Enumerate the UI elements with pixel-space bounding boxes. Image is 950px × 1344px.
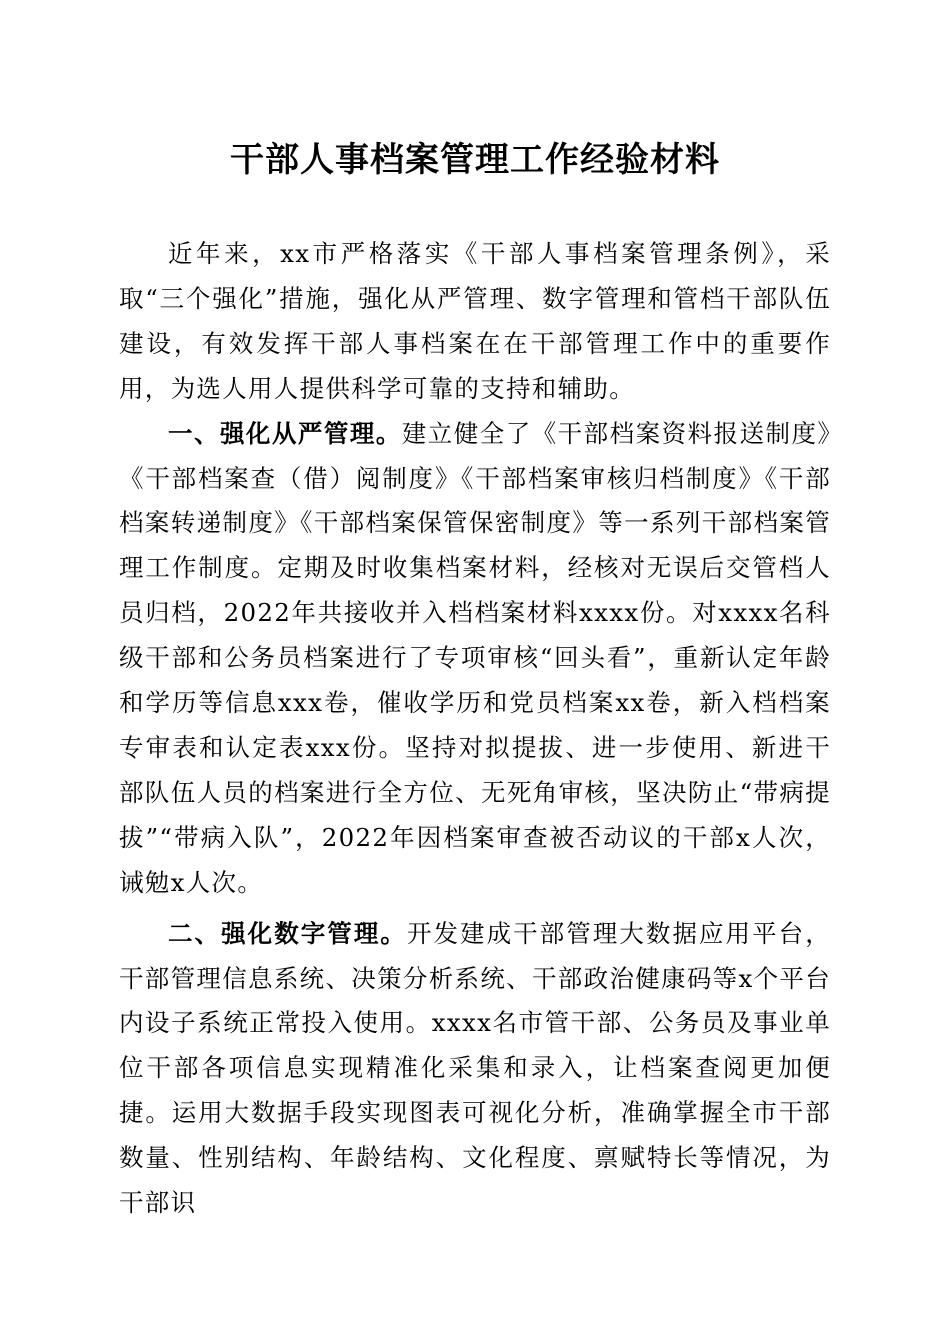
- section-heading-1: 一、强化从严管理。: [168, 418, 402, 448]
- section-text-2: 开发建成干部管理大数据应用平台，干部管理信息系统、决策分析系统、干部政治健康码等x个平台内设子系统正常投入使用。xxxx名市管干部、公务员及事业单位干部各项信息实现精准化采集和录入，让档案查阅更加便捷。运用大数据手段实现图表可视化分析，准确掌握全市干部数量、性别结构、年龄结构、文化程度、禀赋特长等情况，为干部识: [119, 918, 831, 1218]
- section-heading-2: 二、强化数字管理。: [168, 918, 407, 948]
- document-body: [119, 232, 831, 1226]
- section-paragraph-1: [119, 412, 831, 906]
- intro-paragraph: 近年来，xx市严格落实《干部人事档案管理条例》，采取“三个强化”措施，强化从严管理、数字管理和管档干部队伍建设，有效发挥干部人事档案在在干部管理工作中的重要作用，为选人用人提供科学可靠的支持和辅助。: [119, 239, 831, 403]
- section-paragraph-2: [119, 912, 831, 1226]
- section-text-1: 建立健全了《干部档案资料报送制度》《干部档案查（借）阅制度》《干部档案审核归档制度》《干部档案转递制度》《干部档案保管保密制度》等一系列干部档案管理工作制度。定期及时收集档案材料，经核对无误后交管档人员归档，2022年共接收并入档档案材料xxxx份。对xxxx名科级干部和公务员档案进行了专项审核“回头看”，重新认定年龄和学历等信息xxx卷，催收学历和党员档案xx卷，新入档档案专审表和认定表xxx份。坚持对拟提拔、进一步使用、新进干部队伍人员的档案进行全方位、无死角审核，坚决防止“带病提拔”“带病入队”，2022年因档案审查被否动议的干部x人次，诫勉x人次。: [119, 418, 831, 897]
- page-title: 干部人事档案管理工作经验材料: [230, 140, 720, 180]
